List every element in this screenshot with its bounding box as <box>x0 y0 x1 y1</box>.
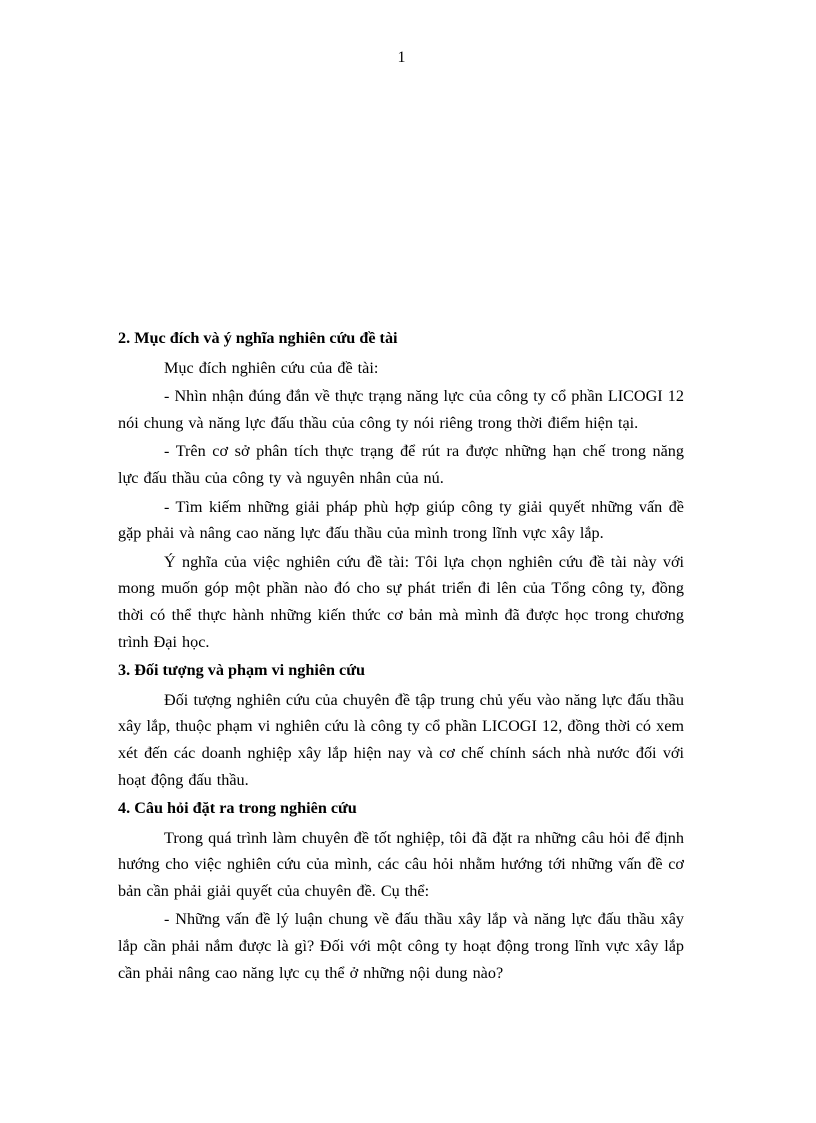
paragraph: Đối tượng nghiên cứu của chuyên đề tập trung chủ yếu vào năng lực đấu thầu xây lắp, thuộc phạm vi nghiên cứu là công ty cổ phần LICOGI 12, đồng thời có xem xét đến các doanh nghiệp xây lắp hiện nay và cơ chế chính sách nhà nước đối với hoạt động đấu thầu. <box>118 690 684 789</box>
paragraph: Trong quá trình làm chuyên đề tốt nghiệp, tôi đã đặt ra những câu hỏi để định hướng cho việc nghiên cứu của mình, các câu hỏi nhằm hướng tới những vấn đề cơ bản cần phải giải quyết của chuyên đề. Cụ thể: <box>118 828 684 900</box>
paragraph: Mục đích nghiên cứu của đề tài: <box>164 358 379 377</box>
section-purpose <box>118 325 684 655</box>
paragraph: - Tìm kiếm những giải pháp phù hợp giúp công ty giải quyết những vấn đề gặp phải và nâng cao năng lực đấu thầu của mình trong lĩnh vực xây lắp. <box>118 497 684 543</box>
paragraph: - Những vấn đề lý luận chung về đấu thầu xây lắp và năng lực đấu thầu xây lắp cần phải nắm được là gì? Đối với một công ty hoạt động trong lĩnh vực xây lắp cần phải nâng cao năng lực cụ thể ở những nội dung nào? <box>118 910 684 982</box>
section-questions <box>118 795 684 986</box>
paragraph: - Nhìn nhận đúng đắn về thực trạng năng lực của công ty cổ phần LICOGI 12 nói chung và năng lực đấu thầu của công ty nói riêng trong thời điểm hiện tại. <box>118 387 684 432</box>
section-heading: 3. Đối tượng và phạm vi nghiên cứu <box>118 661 365 680</box>
section-heading: 2. Mục đích và ý nghĩa nghiên cứu đề tài <box>118 329 398 347</box>
paragraph: Ý nghĩa của việc nghiên cứu đề tài: Tôi lựa chọn nghiên cứu đề tài này với mong muốn góp một phần nào đó cho sự phát triển đi lên của Tổng công ty, đồng thời có thể thực hành những kiến thức cơ bản mà mình đã được học trong chương trình Đại học. <box>118 552 684 651</box>
section-heading: 4. Câu hỏi đặt ra trong nghiên cứu <box>118 799 357 818</box>
document-body <box>118 325 684 988</box>
paragraph: - Trên cơ sở phân tích thực trạng để rút ra được những hạn chế trong năng lực đấu thầu của công ty và nguyên nhân của nú. <box>118 442 684 487</box>
section-scope <box>118 657 684 793</box>
page-number: 1 <box>397 49 406 66</box>
